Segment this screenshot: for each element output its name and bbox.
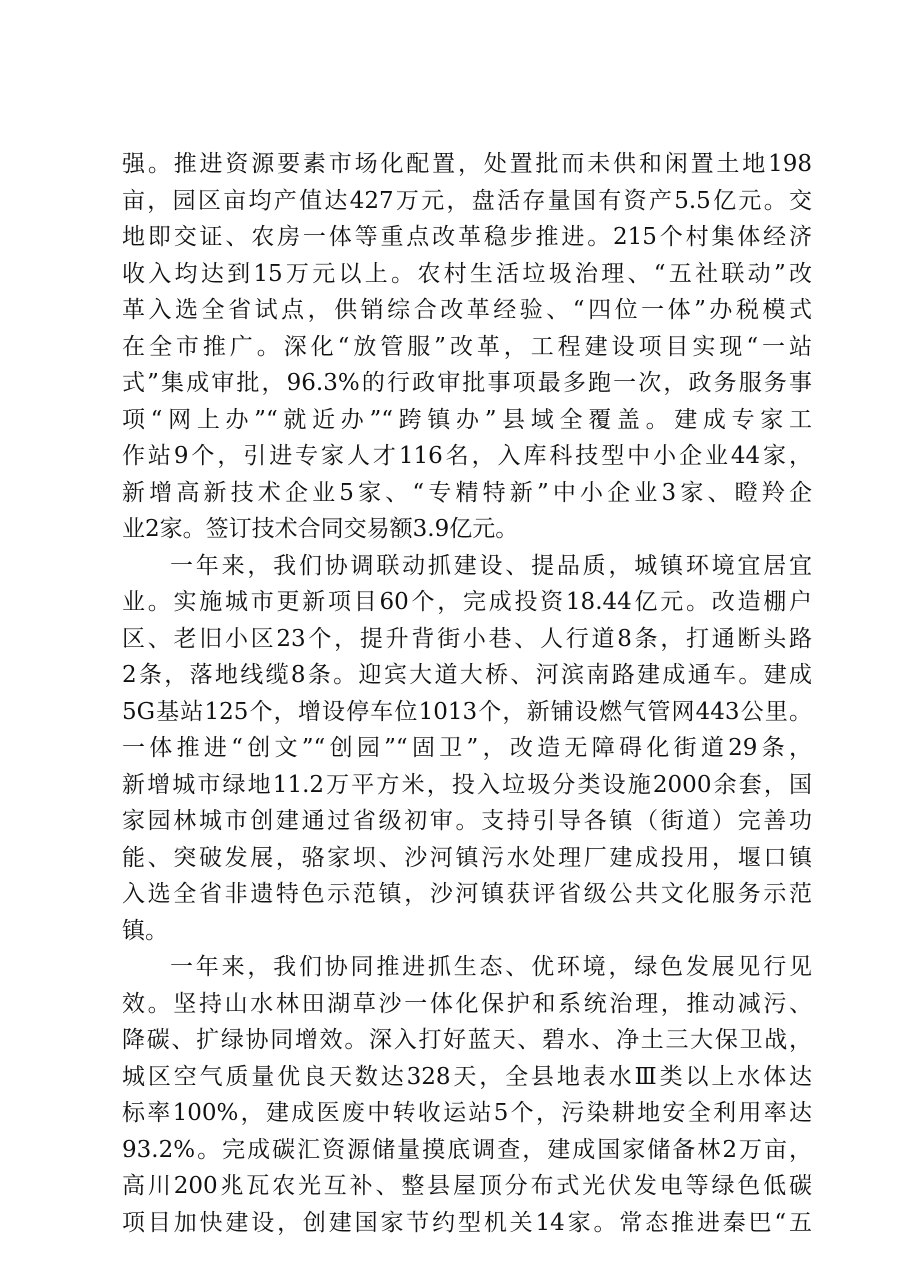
text-line: 效。坚持山水林田湖草沙一体化保护和系统治理，推动减污、 — [122, 990, 812, 1017]
text-line: 93.2%。完成碳汇资源储量摸底调查，建成国家储备林2万亩， — [122, 1136, 812, 1163]
text-line: 革入选全省试点，供销综合改革经验、“四位一体”办税模式 — [122, 297, 812, 323]
text-line: 新增城市绿地11.2万平方米，投入垃圾分类设施2000余套，国 — [122, 771, 812, 798]
text-line: 2条，落地线缆8条。迎宾大道大桥、河滨南路建成通车。建成 — [122, 662, 812, 688]
text-line: 降碳、扩绿协同增效。深入打好蓝天、碧水、净土三大保卫战， — [122, 1027, 812, 1053]
text-line: 一体推进“创文”“创园”“固卫”，改造无障碍化街道29条， — [122, 735, 812, 761]
text-line: 5G基站125个，增设停车位1013个，新铺设燃气管网443公里。 — [122, 698, 812, 725]
text-line: 一年来，我们协同推进抓生态、优环境，绿色发展见行见 — [170, 954, 812, 980]
text-line: 业。实施城市更新项目60个，完成投资18.44亿元。改造棚户 — [122, 589, 812, 615]
text-line: 亩，园区亩均产值达427万元，盘活存量国有资产5.5亿元。交 — [122, 187, 812, 214]
text-line: 家园林城市创建通过省级初审。支持引导各镇（街道）完善功 — [122, 808, 812, 834]
text-line: 在全市推广。深化“放管服”改革，工程建设项目实现“一站 — [122, 333, 812, 360]
text-line: 入选全省非遗特色示范镇，沙河镇获评省级公共文化服务示范 — [122, 881, 812, 907]
text-line: 镇。 — [122, 917, 168, 944]
text-line: 项“网上办”“就近办”“跨镇办”县域全覆盖。建成专家工 — [122, 406, 812, 433]
text-line: 强。推进资源要素市场化配置，处置批而未供和闲置土地198 — [122, 151, 812, 177]
text-line: 标率100%，建成医废中转收运站5个，污染耕地安全利用率达 — [122, 1100, 812, 1126]
body-text — [122, 146, 812, 1241]
text-line: 高川200兆瓦农光互补、整县屋顶分布式光伏发电等绿色低碳 — [122, 1173, 812, 1199]
text-line: 一年来，我们协调联动抓建设、提品质，城镇环境宜居宜 — [170, 552, 812, 579]
text-line: 新增高新技术企业5家、“专精特新”中小企业3家、瞪羚企 — [122, 479, 812, 506]
text-line: 城区空气质量优良天数达328天，全县地表水Ⅲ类以上水体达 — [122, 1063, 812, 1090]
text-line: 业2家。签订技术合同交易额3.9亿元。 — [122, 516, 519, 542]
text-line: 式”集成审批，96.3%的行政审批事项最多跑一次，政务服务事 — [122, 370, 812, 396]
text-line: 作站9个，引进专家人才116名，入库科技型中小企业44家， — [122, 443, 812, 469]
text-line: 区、老旧小区23个，提升背街小巷、人行道8条，打通断头路 — [122, 625, 812, 652]
text-line: 地即交证、农房一体等重点改革稳步推进。215个村集体经济 — [122, 224, 812, 250]
text-line: 项目加快建设，创建国家节约型机关14家。常态推进秦巴“五 — [122, 1209, 812, 1236]
text-line: 收入均达到15万元以上。农村生活垃圾治理、“五社联动”改 — [122, 260, 812, 287]
text-line: 能、突破发展，骆家坝、沙河镇污水处理厂建成投用，堰口镇 — [122, 844, 812, 871]
